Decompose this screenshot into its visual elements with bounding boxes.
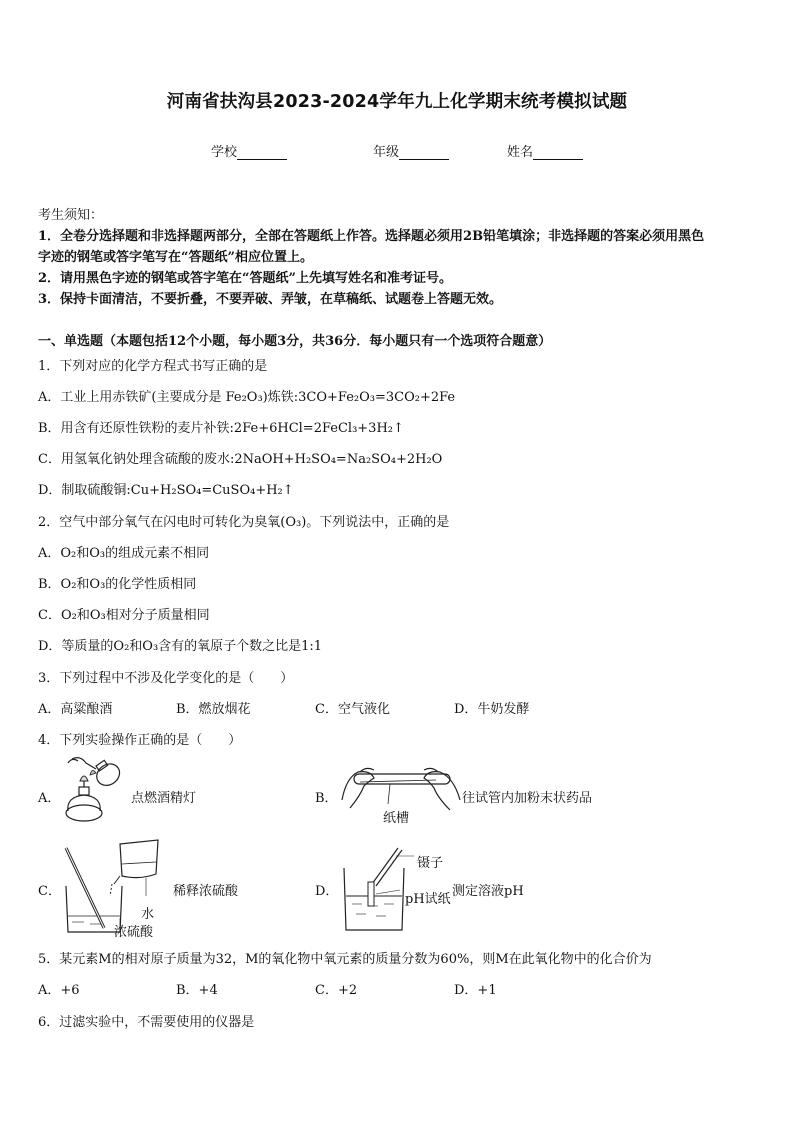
section-heading: 一、单选题（本题包括12个小题，每小题3分，共36分．每小题只有一个选项符合题意） bbox=[38, 334, 552, 349]
question-4-option-d-tweezer-label: 镊子 bbox=[417, 856, 444, 871]
question-6-stem: 6．过滤实验中，不需要使用的仪器是 bbox=[38, 1015, 255, 1030]
question-4-option-b-letter: B． bbox=[315, 791, 338, 806]
question-2-option-d: D．等质量的O₂和O₃含有的氧原子个数之比是1:1 bbox=[38, 639, 323, 654]
question-4-option-c-acid-label: 浓硫酸 bbox=[114, 925, 154, 940]
question-4-option-c-letter: C． bbox=[38, 884, 61, 899]
question-1-option-a: A．工业上用赤铁矿(主要成分是 Fe₂O₃)炼铁:3CO+Fe₂O₃=3CO₂+2Fe bbox=[38, 390, 456, 405]
question-4-option-d-text: 测定溶液pH bbox=[452, 884, 524, 899]
question-5-option-c: C．+2 bbox=[315, 983, 358, 998]
question-5-stem: 5．某元素M的相对原子质量为32，M的氧化物中氧元素的质量分数为60%，则M在此氧化物中的化合价为 bbox=[38, 952, 652, 967]
notice-item: 2．请用黑色字迹的钢笔或答字笔在“答题纸”上先填写姓名和准考证号。 bbox=[38, 271, 453, 286]
question-2-option-a: A．O₂和O₃的组成元素不相同 bbox=[38, 546, 210, 561]
grade-field: 年级 bbox=[373, 141, 449, 160]
question-1-stem: 1．下列对应的化学方程式书写正确的是 bbox=[38, 359, 268, 374]
question-4-option-d-letter: D． bbox=[315, 884, 339, 899]
notice-item: 3．保持卡面清洁，不要折叠，不要弄破、弄皱，在草稿纸、试题卷上答题无效。 bbox=[38, 292, 503, 307]
name-field: 姓名 bbox=[507, 141, 583, 160]
grade-blank bbox=[399, 147, 449, 160]
question-4-stem: 4．下列实验操作正确的是（ ） bbox=[38, 733, 242, 748]
question-4-option-a-letter: A． bbox=[38, 791, 61, 806]
question-1-option-c: C．用氢氧化钠处理含硫酸的废水:2NaOH+H₂SO₄=Na₂SO₄+2H₂O bbox=[38, 452, 443, 467]
alcohol-lamp-figure bbox=[62, 753, 132, 825]
school-field: 学校 bbox=[211, 141, 287, 160]
question-4-option-c-water-label: 水 bbox=[141, 907, 155, 922]
question-3-option-c: C．空气液化 bbox=[315, 702, 390, 717]
question-1-option-d: D．制取硫酸铜:Cu+H₂SO₄=CuSO₄+H₂↑ bbox=[38, 483, 294, 498]
question-2-option-b: B．O₂和O₃的化学性质相同 bbox=[38, 577, 197, 592]
question-4-option-d-paper-label: pH试纸 bbox=[405, 892, 451, 907]
notice-item: 1．全卷分选择题和非选择题两部分，全部在答题纸上作答。选择题必须用2B铅笔填涂；非选择题的答案必须用黑色 bbox=[38, 229, 705, 244]
notice-item: 字迹的钢笔或答字笔写在“答题纸”相应位置上。 bbox=[38, 250, 313, 265]
school-blank bbox=[237, 147, 287, 160]
question-1-option-b: B．用含有还原性铁粉的麦片补铁:2Fe+6HCl=2FeCl₃+3H₂↑ bbox=[38, 421, 404, 436]
question-4-option-a-text: 点燃酒精灯 bbox=[131, 791, 197, 806]
question-4-option-c-text: 稀释浓硫酸 bbox=[173, 884, 239, 899]
name-blank bbox=[533, 147, 583, 160]
question-5-option-a: A．+6 bbox=[38, 983, 80, 998]
question-4-option-b-trough-label: 纸槽 bbox=[383, 811, 410, 826]
question-3-stem: 3．下列过程中不涉及化学变化的是（ ） bbox=[38, 671, 294, 686]
question-2-option-c: C．O₂和O₃相对分子质量相同 bbox=[38, 608, 210, 623]
question-2-stem: 2．空气中部分氧气在闪电时可转化为臭氧(O₃)。下列说法中，正确的是 bbox=[38, 515, 450, 530]
page-title: 河南省扶沟县2023-2024学年九上化学期末统考模拟试题 bbox=[166, 92, 628, 112]
question-3-option-d: D．牛奶发酵 bbox=[454, 702, 530, 717]
question-5-option-d: D．+1 bbox=[454, 983, 497, 998]
question-5-option-b: B．+4 bbox=[176, 983, 218, 998]
question-3-option-b: B．燃放烟花 bbox=[176, 702, 251, 717]
notice-heading: 考生须知： bbox=[38, 208, 104, 223]
question-3-option-a: A．高粱酿酒 bbox=[38, 702, 113, 717]
question-4-option-b-text: 往试管内加粉末状药品 bbox=[462, 791, 593, 806]
